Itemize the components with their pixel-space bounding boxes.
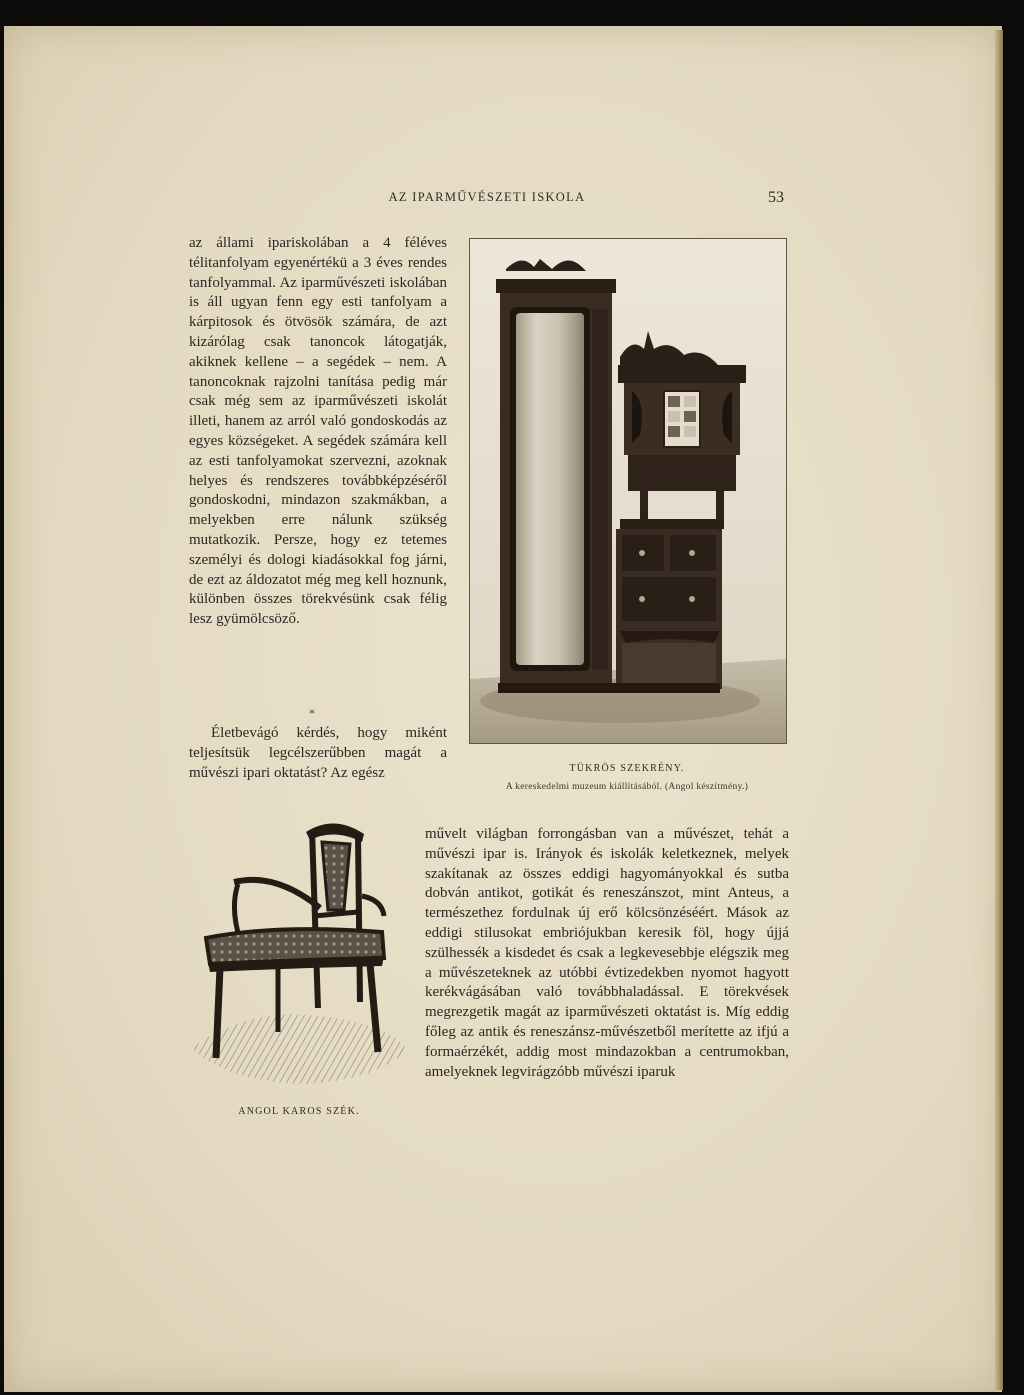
cabinet-subcaption: A kereskedelmi muzeum kiállításából. (Angol készítmény.) xyxy=(505,782,749,792)
left-column-paragraph-2: Életbevágó kérdés, hogy miként teljesítsük legcélszerűbben magát a művészi ipari oktatást? Az egész xyxy=(189,725,447,781)
left-column-paragraph-1: az állami ipariskolában a 4 féléves télitanfolyam egyenértékü a 3 éves rendes tanfolyammal. Az iparművészeti iskolában is áll ugyan fenn egy esti tanfolyam a kárpitosok és ötvösök számára, de azt kizárólag csak tanoncok látogatják, akiknek kellene – a segédek – nem. A tanoncoknak rajzolni tanítása pedig már csak még sem az iparművészeti iskolát illeti, hanem az arról való gondoskodás az egyes községeket. A segédek számára kell az esti tanfolyamokat szervezni, azoknak helyes és rendszeres továbbképzéséről gondoskodni, mindazon szakmákban, a melyekben erre nálunk szükség mutatkozik. Persze, hogy ez tetemes személyi és dologi kiadásokkal fog járni, de ezt az áldozatot még meg kell hoznunk, különben összes törekvésünk csak félig lesz gyümölcsöző. xyxy=(189,235,447,628)
armchair-engraving xyxy=(186,812,412,1102)
page-edge xyxy=(995,30,1003,1390)
section-divider-asterisk: * xyxy=(309,706,315,720)
page-number: 53 xyxy=(768,189,784,206)
right-column-paragraph: művelt világban forrongásban van a művészet, tehát a művészi ipar is. Irányok és iskolák keletkeznek, melyek szakítanak az összes eddigi hagyományokkal és sutba dobván antikot, gotikát és reneszánszot, mint Anteus, a természethez fordulnak új erő kölcsönzéséért. Mások az eddigi stilusokat embriójukban keresik föl, hogy újjá szülhessék a kisdedet és csak a legkevesebbje elégszik meg a művészeteknek az utóbbi évtizedekben nyomot hagyott kerékvágásában való továbbhaladással. E törekvések megrezgetik magát az iparművészeti oktatást is. Míg eddig főleg az antik és reneszánsz-művészetből merítette az ifjú a formaérzékét, addig most mindazokban a centrumokban, amelyeknek legvirágzóbb művészi iparuk xyxy=(425,826,789,1080)
mirror-cabinet-illustration xyxy=(470,239,786,743)
cabinet-photograph xyxy=(469,238,787,744)
armchair-illustration xyxy=(186,812,412,1102)
cabinet-caption: TÜKRÖS SZEKRÉNY. xyxy=(569,763,685,774)
running-header: AZ IPARMŰVÉSZETI ISKOLA xyxy=(388,190,586,204)
armchair-caption: ANGOL KAROS SZÉK. xyxy=(238,1106,360,1117)
